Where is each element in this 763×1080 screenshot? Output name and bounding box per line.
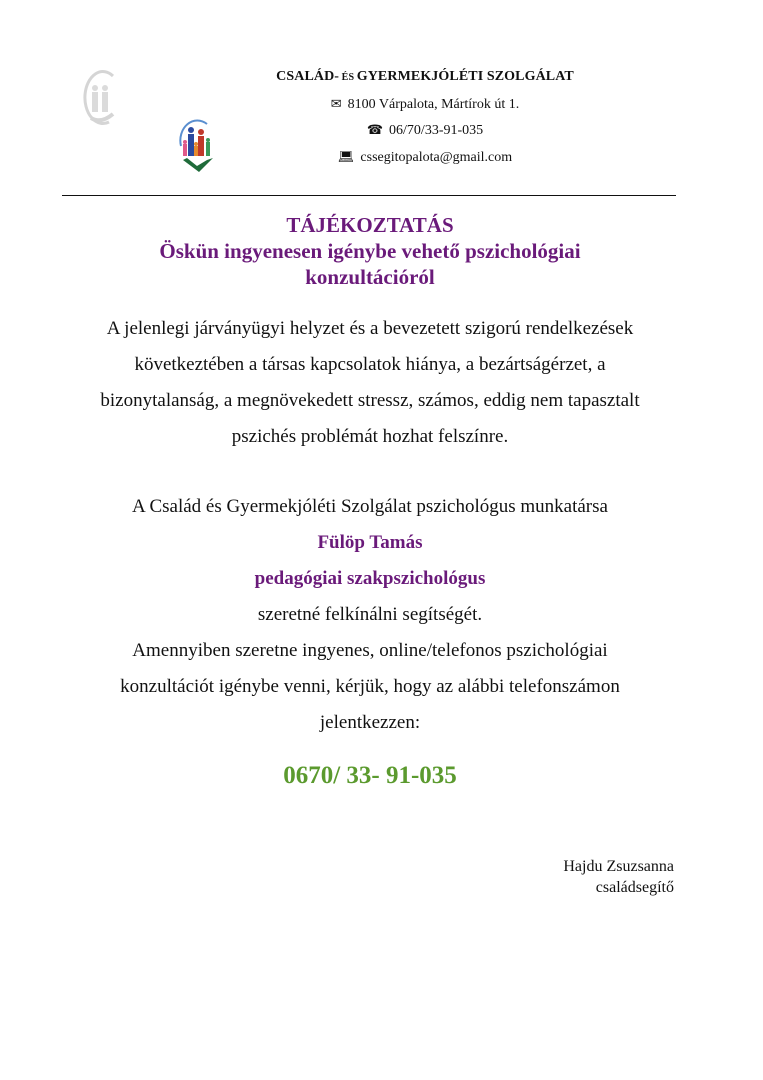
email-line [200, 149, 650, 166]
psychologist-name: Fülöp Tamás [317, 532, 423, 553]
intro-line: bizonytalanság, a megnövekedett stressz, számos, eddig nem tapasztalt [100, 390, 640, 411]
offer-line: jelentkezzen: [319, 712, 421, 733]
address-text: 8100 Várpalota, Mártírok út 1. [347, 97, 520, 112]
email-text[interactable]: cssegitopalota@gmail.com [360, 150, 513, 165]
offer-paragraph [0, 489, 740, 741]
org-name-part2: GYERMEKJÓLÉTI SZOLGÁLAT [356, 69, 574, 84]
family-logo-icon [83, 68, 119, 130]
computer-icon: 💻︎ [337, 149, 355, 164]
page-title: TÁJÉKOZTATÁS [286, 213, 454, 237]
offer-line: A Család és Gyermekjóléti Szolgálat pszichológus munkatársa [132, 496, 608, 517]
org-name-conjunction: ÉS [339, 72, 357, 83]
signature-name: Hajdu Zsuzsanna [563, 858, 674, 875]
intro-line: A jelenlegi járványügyi helyzet és a bevezetett szigorú rendelkezések [106, 318, 634, 339]
offer-line: konzultációt igénybe venni, kérjük, hogy az alábbi telefonszámon [120, 676, 620, 697]
org-name-part1: CSALÁD- [276, 69, 340, 84]
address-line [200, 96, 650, 113]
signature-title: családsegítő [595, 879, 674, 896]
subtitle-line-1: Öskün ingyenesen igénybe vehető pszichológiai [159, 239, 581, 263]
offer-line: Amennyiben szeretne ingyenes, online/telefonos pszichológiai [132, 640, 608, 661]
telephone-icon: ☎ [366, 122, 384, 137]
contact-phone-number: 0670/ 33- 91-035 [283, 762, 457, 789]
intro-paragraph [0, 311, 740, 455]
intro-line: pszichés problémát hozhat felszínre. [231, 426, 509, 447]
subtitle-line-2: konzultációról [305, 265, 435, 289]
offer-line: szeretné felkínálni segítségét. [257, 604, 483, 625]
phone-line [200, 122, 650, 139]
organization-name [200, 69, 650, 86]
header-divider [62, 195, 676, 196]
envelope-icon: ✉ [330, 96, 342, 111]
faded-logo [83, 68, 119, 130]
psychologist-role: pedagógiai szakpszichológus [254, 568, 486, 589]
phone-text: 06/70/33-91-035 [389, 123, 484, 138]
signature [563, 856, 674, 898]
title-block [0, 212, 740, 290]
intro-line: következtében a társas kapcsolatok hiánya, a bezártságérzet, a [134, 354, 606, 375]
